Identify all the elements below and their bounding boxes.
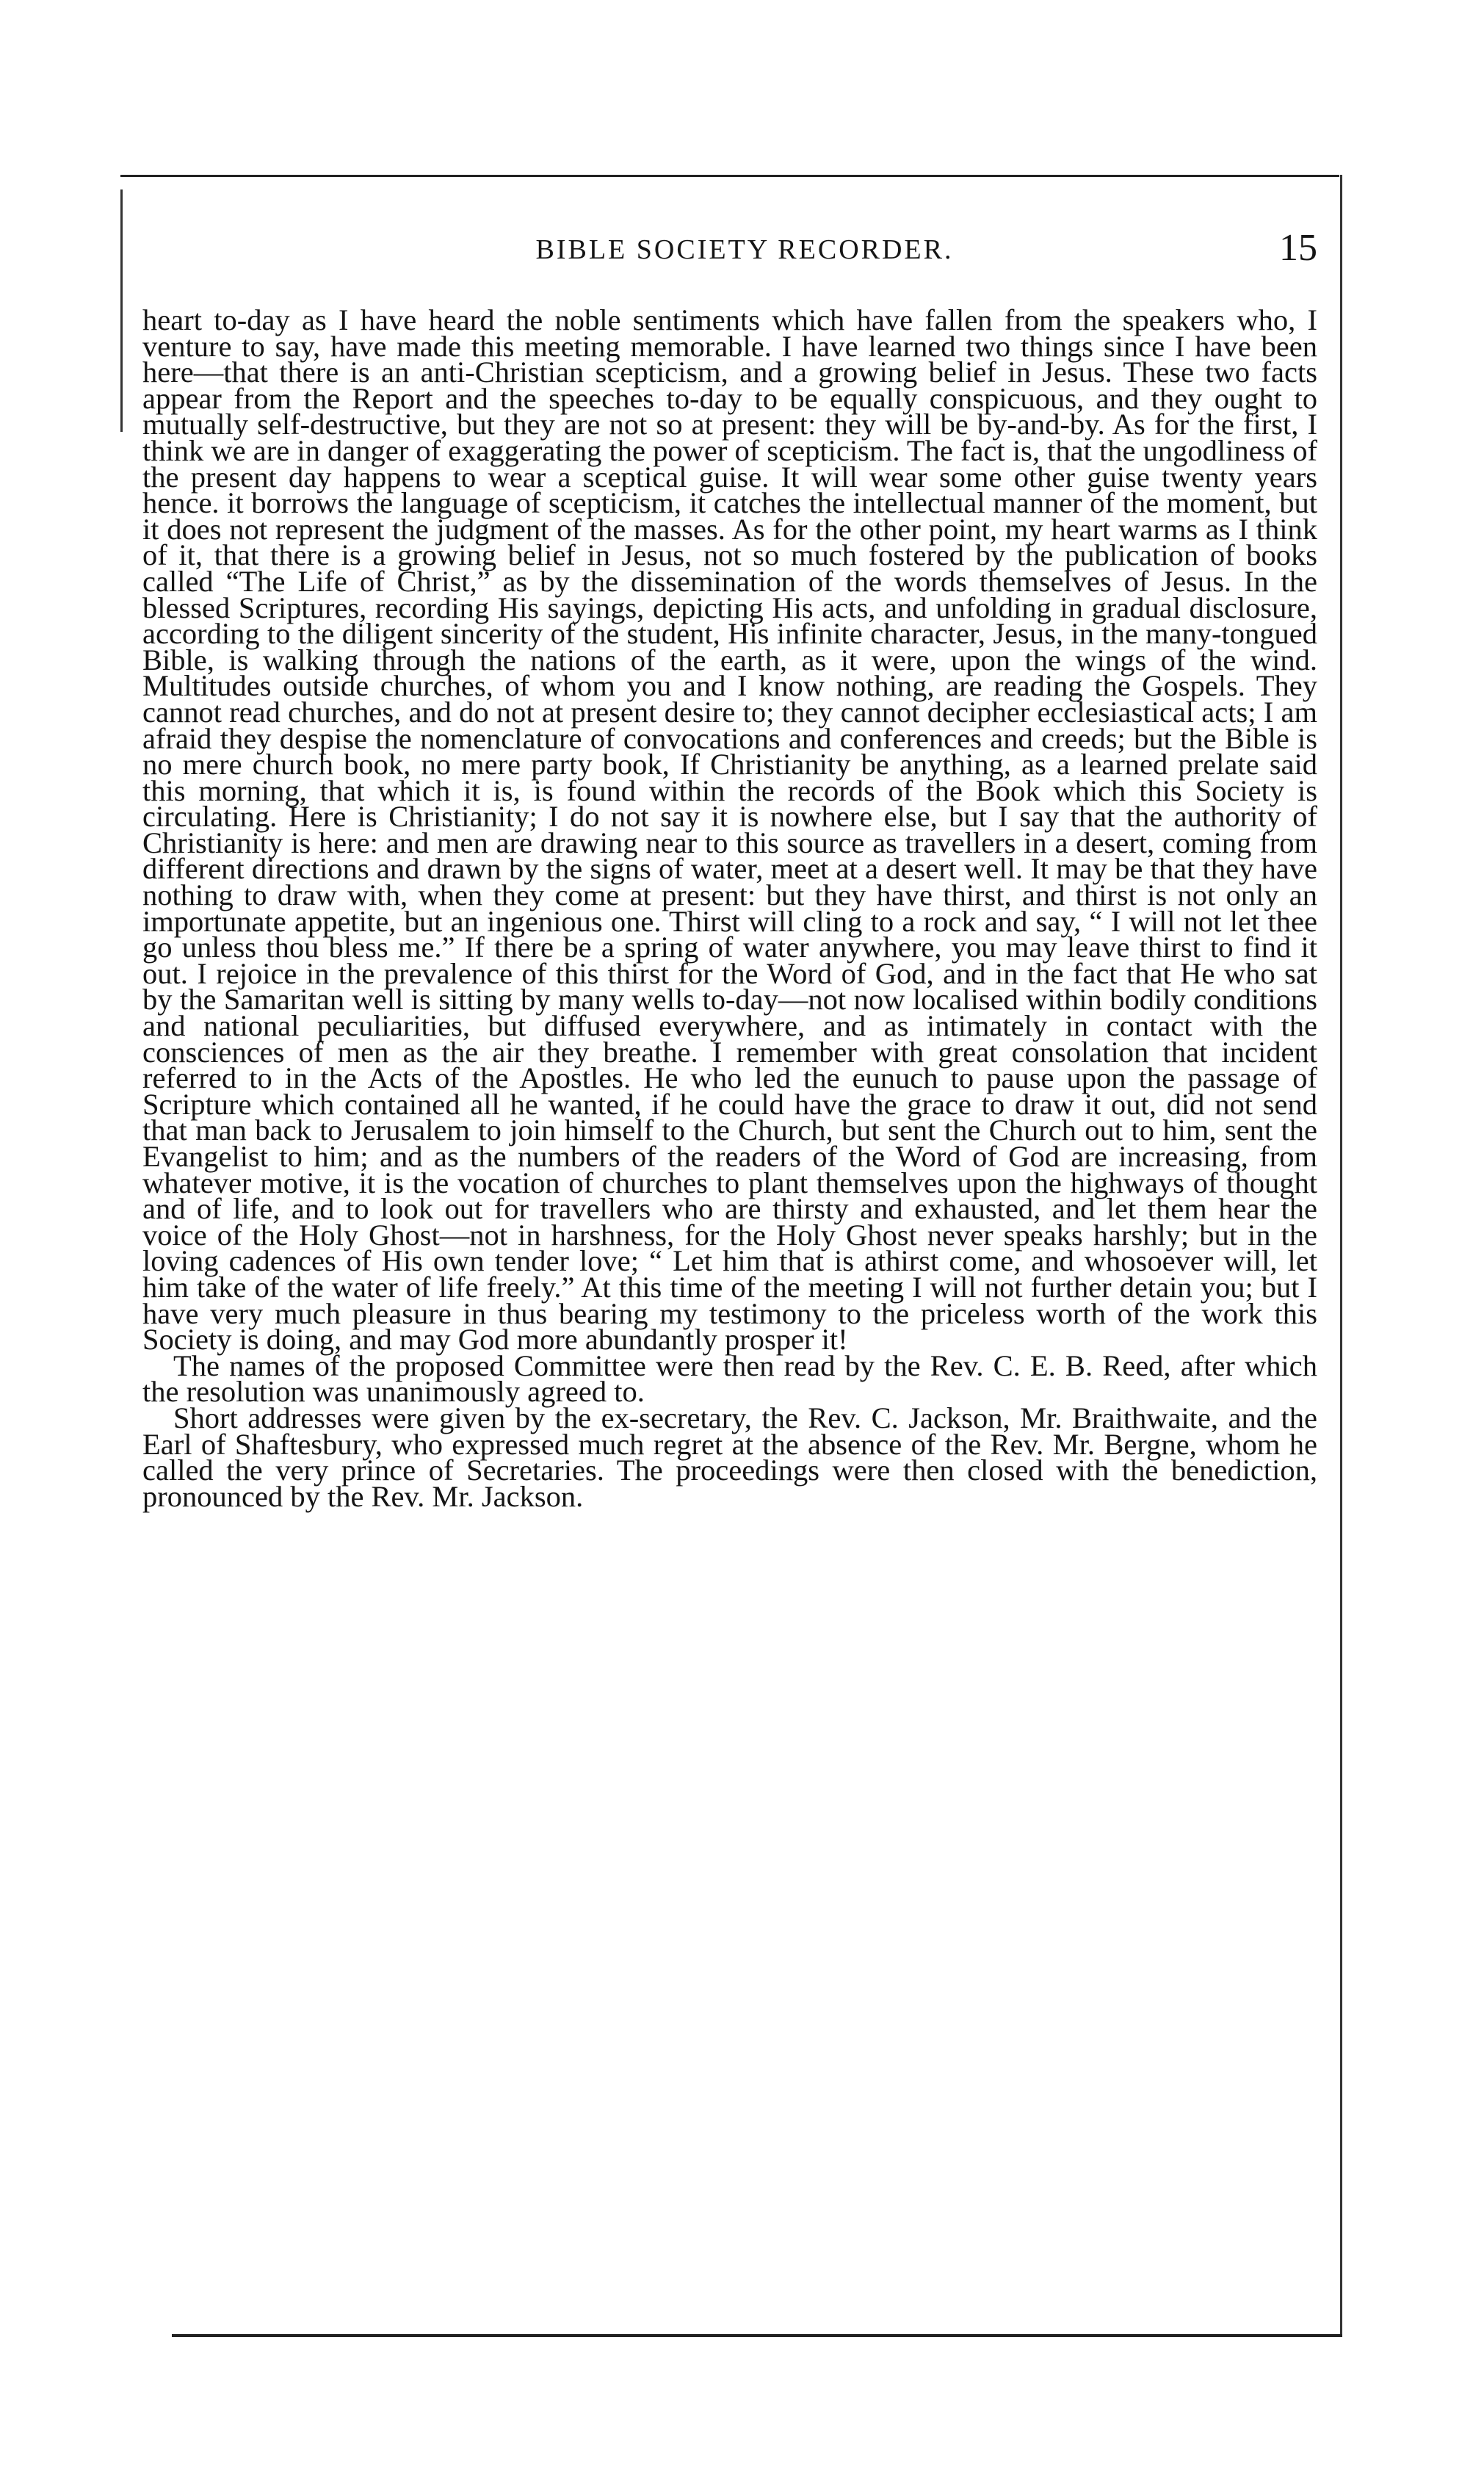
left-rule — [120, 189, 123, 432]
right-rule — [1340, 175, 1342, 2337]
page-frame — [120, 175, 1348, 2344]
bottom-rule — [172, 2334, 1342, 2337]
running-title: BIBLE SOCIETY RECORDER. — [535, 234, 954, 265]
paragraph-closing: Short addresses were given by the ex-secretary, the Rev. C. Jackson, Mr. Braithwaite, and the Earl of Shaftesbury, who expressed much regret at the absence of the Rev. Mr. Bergne, whom he called the very prince of Secretaries. The proceedings were then closed with the benediction, pronounced by the Rev. Mr. Jackson. — [142, 1401, 1317, 1513]
paragraph-committee: The names of the proposed Committee were then read by the Rev. C. E. B. Reed, after which the resolution was unanimously agreed to. — [142, 1348, 1317, 1409]
body-text — [142, 303, 1317, 1513]
page-number: 15 — [1279, 227, 1317, 269]
top-rule — [120, 175, 1339, 177]
paragraph-speech: heart to-day as I have heard the noble sentiments which have fallen from the speakers who, I venture to say, have made this meeting memorable. I have learned two things since I have been here—that there is an anti-Christian scepticism, and a growing belief in Jesus. These two facts appear from the Report and the speeches to-day to be equally conspicuous, and they ought to mutually self-destructive, but they are not so at present: they will be by-and-by. As for the first, I think we are in danger of exaggerating the power of scepticism. The fact is, that the ungodliness of the present day happens to wear a sceptical guise. It will wear some other guise twenty years hence. it borrows the language of scepticism, it catches the intellectual manner of the moment, but it does not represent the judgment of the masses. As for the other point, my heart warms as I think of it, that there is a growing belief in Jesus, not so much fostered by the publication of books called “The Life of Christ,” as by the dissemination of the words themselves of Jesus. In the blessed Scriptures, recording His sayings, depicting His acts, and unfolding in gradual disclosure, according to the diligent sincerity of the student, His infinite character, Jesus, in the many-tongued Bible, is walking through the nations of the earth, as it were, upon the wings of the wind. Multitudes outside churches, of whom you and I know nothing, are reading the Gospels. They cannot read churches, and do not at present desire to; they cannot decipher ecclesiastical acts; I am afraid they despise the nomenclature of convocations and conferences and creeds; but the Bible is no mere church book, no mere party book, If Christianity be anything, as a learned prelate said this morning, that which it is, is found within the records of the Book which this Society is circulating. Here is Christianity; I do not say it is nowhere else, but I say that the authority of Christianity is here: and men are drawing near to this source as travellers in a desert, coming from different directions and drawn by the signs of water, meet at a desert well. It may be that they have nothing to draw with, when they come at present: but they have thirst, and thirst is not only an importunate appetite, but an ingenious one. Thirst will cling to a rock and say, “ I will not let thee go unless thou bless me.” If there be a spring of water anywhere, you may leave thirst to find it out. I rejoice in the prevalence of this thirst for the Word of God, and in the fact that He who sat by the Samaritan well is sitting by many wells to-day—not now localised within bodily conditions and national peculiarities, but diffused everywhere, and as intimately in contact with the consciences of men as the air they breathe. I remember with great consolation that incident referred to in the Acts of the Apostles. He who led the eunuch to pause upon the passage of Scripture which contained all he wanted, if he could have the grace to draw it out, did not send that man back to Jerusalem to join himself to the Church, but sent the Church out to him, sent the Evangelist to him; and as the numbers of the readers of the Word of God are increasing, from whatever motive, it is the vocation of churches to plant themselves upon the highways of thought and of life, and to look out for travellers who are thirsty and exhausted, and let them hear the voice of the Holy Ghost—not in harshness, for the Holy Ghost never speaks harshly; but in the loving cadences of His own tender love; “ Let him that is athirst come, and whosoever will, let him take of the water of life freely.” At this time of the meeting I will not further detain you; but I have very much pleasure in thus bearing my testimony to the priceless worth of the work this Society is doing, and may God more abundantly prosper it! — [142, 303, 1317, 1357]
running-head — [172, 226, 1317, 285]
